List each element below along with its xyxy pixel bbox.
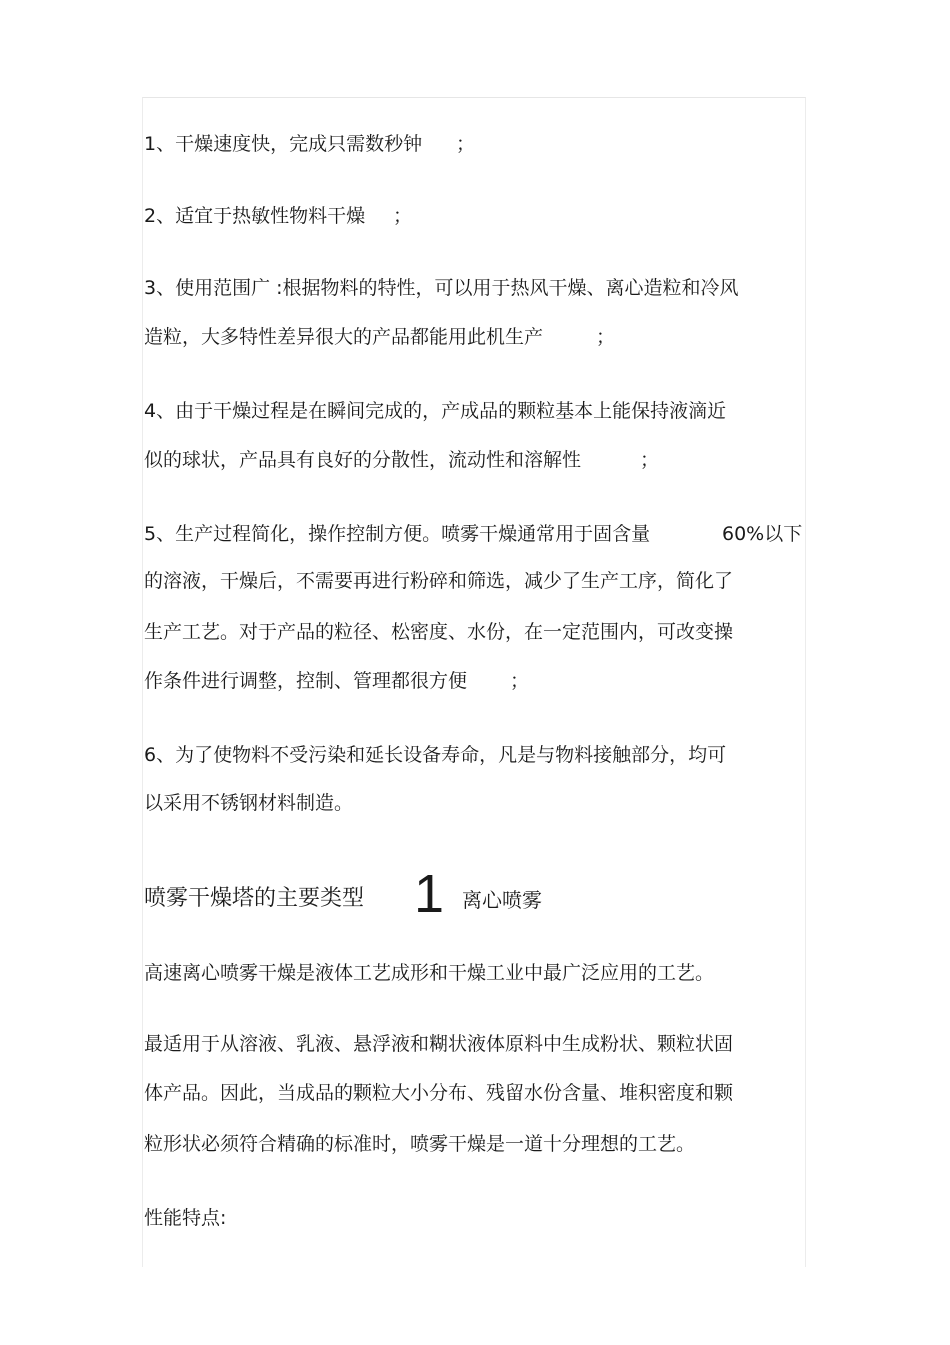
list-item-6-line-1: 6、为了使物料不受污染和延长设备寿命，凡是与物料接触部分，均可 bbox=[144, 744, 727, 766]
body-paragraph-2-line-2: 体产品。因此，当成品的颗粒大小分布、残留水份含量、堆积密度和颗 bbox=[144, 1082, 734, 1104]
list-item-4-line-1: 4、由于干燥过程是在瞬间完成的，产成品的颗粒基本上能保持液滴近 bbox=[144, 400, 727, 422]
list-item-3-line-2: 造粒，大多特性差异很大的产品都能用此机生产 bbox=[144, 326, 544, 348]
list-item-1: 1、干燥速度快，完成只需数秒钟 bbox=[144, 133, 423, 155]
list-item-2-end: ； bbox=[393, 205, 413, 227]
list-item-5-end: ； bbox=[510, 670, 530, 692]
list-item-5-line-2: 的溶液，干燥后，不需要再进行粉碎和筛选，减少了生产工序，简化了 bbox=[144, 570, 734, 592]
body-paragraph-2-line-1: 最适用于从溶液、乳液、悬浮液和糊状液体原料中生成粉状、颗粒状固 bbox=[144, 1033, 734, 1055]
list-item-2: 2、适宜于热敏性物料干燥 bbox=[144, 205, 366, 227]
section-subtitle: 离心喷雾 bbox=[462, 888, 542, 912]
list-item-4-line-2: 似的球状，产品具有良好的分散性，流动性和溶解性 bbox=[144, 449, 582, 471]
list-item-5-line-1: 5、生产过程简化，操作控制方便。喷雾干燥通常用于固含量 bbox=[144, 523, 651, 545]
list-item-3-line-1: 3、使用范围广 :根据物料的特性，可以用于热风干燥、离心造粒和冷风 bbox=[144, 277, 739, 299]
features-label: 性能特点: bbox=[144, 1207, 227, 1229]
body-paragraph-2-line-3: 粒形状必须符合精确的标准时，喷雾干燥是一道十分理想的工艺。 bbox=[144, 1133, 696, 1155]
body-paragraph-1: 高速离心喷雾干燥是液体工艺成形和干燥工业中最广泛应用的工艺。 bbox=[144, 962, 715, 984]
list-item-1-end: ； bbox=[456, 133, 476, 155]
list-item-4-end: ； bbox=[640, 449, 660, 471]
list-item-6-line-2: 以采用不锈钢材料制造。 bbox=[144, 792, 354, 814]
section-number: 1 bbox=[414, 864, 445, 924]
list-item-5-line-4: 作条件进行调整，控制、管理都很方便 bbox=[144, 670, 468, 692]
list-item-5-percent: 60%以下 bbox=[722, 523, 803, 545]
list-item-3-end: ； bbox=[596, 326, 616, 348]
section-title: 喷雾干燥塔的主要类型 bbox=[144, 886, 365, 911]
list-item-5-line-3: 生产工艺。对于产品的粒径、松密度、水份，在一定范围内，可改变操 bbox=[144, 621, 734, 643]
